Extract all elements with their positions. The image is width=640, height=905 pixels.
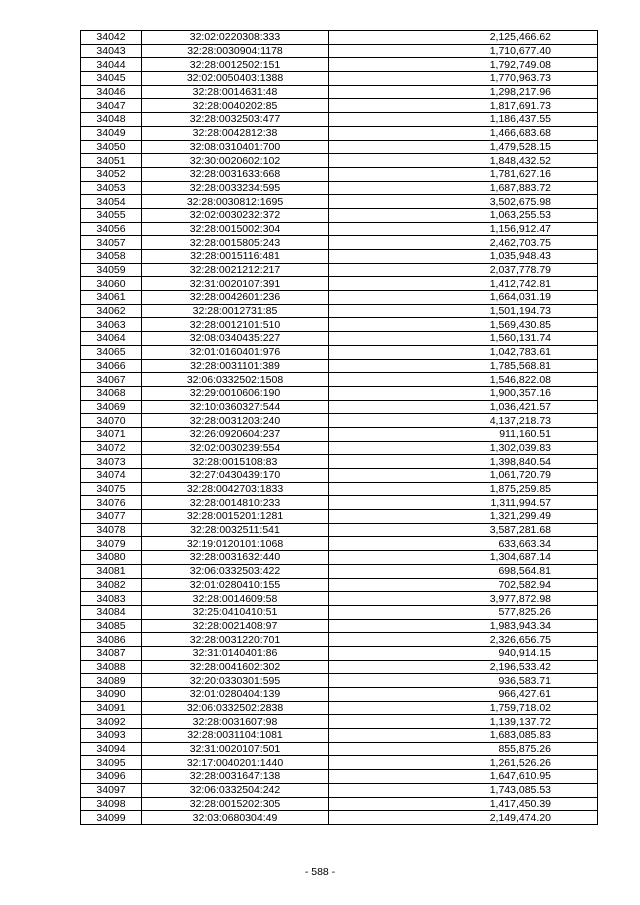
table-row <box>81 660 598 674</box>
cadastral-number-cell: 32:28:0040202:85 <box>142 99 329 113</box>
cadastral-value-cell: 1,875,259.85 <box>329 482 598 496</box>
cadastral-value-cell: 1,785,568.81 <box>329 359 598 373</box>
cadastral-number-cell: 32:28:0031104:1081 <box>142 729 329 743</box>
cadastral-value-cell: 1,311,994.57 <box>329 496 598 510</box>
table-row <box>81 537 598 551</box>
cadastral-number-cell: 32:28:0015108:83 <box>142 455 329 469</box>
row-number-cell: 34055 <box>81 208 142 222</box>
row-number-cell: 34083 <box>81 592 142 606</box>
table-row <box>81 181 598 195</box>
cadastral-value-cell: 1,664,031.19 <box>329 291 598 305</box>
row-number-cell: 34081 <box>81 564 142 578</box>
table-row <box>81 455 598 469</box>
cadastral-number-cell: 32:02:0030239:554 <box>142 441 329 455</box>
cadastral-number-cell: 32:28:0014810:233 <box>142 496 329 510</box>
cadastral-number-cell: 32:06:0332504:242 <box>142 783 329 797</box>
row-number-cell: 34045 <box>81 72 142 86</box>
cadastral-number-cell: 32:08:0340435:227 <box>142 332 329 346</box>
cadastral-number-cell: 32:29:0010606:190 <box>142 386 329 400</box>
row-number-cell: 34078 <box>81 523 142 537</box>
row-number-cell: 34090 <box>81 688 142 702</box>
cadastral-value-cell: 1,683,085.83 <box>329 729 598 743</box>
table-row <box>81 469 598 483</box>
cadastral-value-cell: 1,321,299.49 <box>329 510 598 524</box>
cadastral-value-cell: 1,743,085.53 <box>329 783 598 797</box>
cadastral-number-cell: 32:28:0041602:302 <box>142 660 329 674</box>
cadastral-number-cell: 32:31:0020107:501 <box>142 742 329 756</box>
cadastral-value-cell: 1,042,783.61 <box>329 345 598 359</box>
row-number-cell: 34070 <box>81 414 142 428</box>
cadastral-value-cell: 966,427.61 <box>329 688 598 702</box>
table-row <box>81 605 598 619</box>
cadastral-value-cell: 1,792,749.08 <box>329 58 598 72</box>
cadastral-number-cell: 32:03:0680304:49 <box>142 811 329 825</box>
cadastral-value-cell: 1,546,822.08 <box>329 373 598 387</box>
table-row <box>81 688 598 702</box>
cadastral-value-cell: 1,466,683.68 <box>329 126 598 140</box>
row-number-cell: 34091 <box>81 701 142 715</box>
table-row <box>81 701 598 715</box>
cadastral-number-cell: 32:28:0012502:151 <box>142 58 329 72</box>
cadastral-number-cell: 32:01:0280410:155 <box>142 578 329 592</box>
cadastral-number-cell: 32:28:0033234:595 <box>142 181 329 195</box>
row-number-cell: 34095 <box>81 756 142 770</box>
row-number-cell: 34051 <box>81 154 142 168</box>
cadastral-number-cell: 32:25:0410410:51 <box>142 605 329 619</box>
cadastral-value-cell: 1,759,718.02 <box>329 701 598 715</box>
table-row <box>81 742 598 756</box>
row-number-cell: 34061 <box>81 291 142 305</box>
table-row <box>81 222 598 236</box>
table-row <box>81 770 598 784</box>
cadastral-number-cell: 32:06:0332503:422 <box>142 564 329 578</box>
row-number-cell: 34052 <box>81 167 142 181</box>
cadastral-number-cell: 32:01:0160401:976 <box>142 345 329 359</box>
cadastral-value-cell: 3,587,281.68 <box>329 523 598 537</box>
table-row <box>81 195 598 209</box>
row-number-cell: 34082 <box>81 578 142 592</box>
row-number-cell: 34062 <box>81 304 142 318</box>
table-row <box>81 797 598 811</box>
cadastral-number-cell: 32:28:0012101:510 <box>142 318 329 332</box>
row-number-cell: 34066 <box>81 359 142 373</box>
cadastral-value-cell: 1,848,432.52 <box>329 154 598 168</box>
table-row <box>81 400 598 414</box>
row-number-cell: 34067 <box>81 373 142 387</box>
row-number-cell: 34088 <box>81 660 142 674</box>
cadastral-number-cell: 32:28:0042812:38 <box>142 126 329 140</box>
cadastral-value-cell: 1,560,131.74 <box>329 332 598 346</box>
row-number-cell: 34072 <box>81 441 142 455</box>
cadastral-value-cell: 1,781,627.16 <box>329 167 598 181</box>
cadastral-value-cell: 3,977,872.98 <box>329 592 598 606</box>
table-row <box>81 633 598 647</box>
table-row <box>81 811 598 825</box>
cadastral-number-cell: 32:28:0031632:440 <box>142 551 329 565</box>
table-row <box>81 332 598 346</box>
cadastral-number-cell: 32:28:0031220:701 <box>142 633 329 647</box>
table-row <box>81 167 598 181</box>
cadastral-number-cell: 32:06:0332502:1508 <box>142 373 329 387</box>
table-row <box>81 386 598 400</box>
table-body <box>81 31 598 825</box>
cadastral-number-cell: 32:28:0032511:541 <box>142 523 329 537</box>
table-row <box>81 564 598 578</box>
cadastral-number-cell: 32:31:0140401:86 <box>142 646 329 660</box>
cadastral-value-cell: 1,817,691.73 <box>329 99 598 113</box>
cadastral-value-cell: 702,582.94 <box>329 578 598 592</box>
cadastral-value-cell: 1,687,883.72 <box>329 181 598 195</box>
row-number-cell: 34053 <box>81 181 142 195</box>
table-row <box>81 304 598 318</box>
row-number-cell: 34044 <box>81 58 142 72</box>
row-number-cell: 34080 <box>81 551 142 565</box>
cadastral-number-cell: 32:28:0015805:243 <box>142 236 329 250</box>
cadastral-value-cell: 1,900,357.16 <box>329 386 598 400</box>
cadastral-number-cell: 32:10:0360327:544 <box>142 400 329 414</box>
cadastral-value-cell: 1,647,610.95 <box>329 770 598 784</box>
cadastral-value-cell: 1,186,437.55 <box>329 113 598 127</box>
row-number-cell: 34054 <box>81 195 142 209</box>
cadastral-value-cell: 1,063,255.53 <box>329 208 598 222</box>
table-row <box>81 646 598 660</box>
cadastral-value-cell: 1,139,137.72 <box>329 715 598 729</box>
cadastral-number-cell: 32:28:0042703:1833 <box>142 482 329 496</box>
table-row <box>81 126 598 140</box>
cadastral-value-cell: 2,037,778.79 <box>329 263 598 277</box>
cadastral-number-cell: 32:28:0014631:48 <box>142 85 329 99</box>
cadastral-value-cell: 940,914.15 <box>329 646 598 660</box>
row-number-cell: 34069 <box>81 400 142 414</box>
row-number-cell: 34065 <box>81 345 142 359</box>
cadastral-value-cell: 698,564.81 <box>329 564 598 578</box>
row-number-cell: 34086 <box>81 633 142 647</box>
cadastral-number-cell: 32:27:0430439:170 <box>142 469 329 483</box>
table-row <box>81 551 598 565</box>
row-number-cell: 34048 <box>81 113 142 127</box>
row-number-cell: 34087 <box>81 646 142 660</box>
cadastral-value-cell: 1,770,963.73 <box>329 72 598 86</box>
row-number-cell: 34073 <box>81 455 142 469</box>
cadastral-value-cell: 3,502,675.98 <box>329 195 598 209</box>
cadastral-value-cell: 1,156,912.47 <box>329 222 598 236</box>
row-number-cell: 34097 <box>81 783 142 797</box>
cadastral-number-cell: 32:17:0040201:1440 <box>142 756 329 770</box>
cadastral-number-cell: 32:28:0031101:389 <box>142 359 329 373</box>
cadastral-number-cell: 32:28:0014609:58 <box>142 592 329 606</box>
table-row <box>81 208 598 222</box>
cadastral-number-cell: 32:28:0015002:304 <box>142 222 329 236</box>
cadastral-number-cell: 32:28:0015116:481 <box>142 250 329 264</box>
row-number-cell: 34050 <box>81 140 142 154</box>
table-row <box>81 140 598 154</box>
table-row <box>81 510 598 524</box>
row-number-cell: 34047 <box>81 99 142 113</box>
cadastral-value-cell: 2,149,474.20 <box>329 811 598 825</box>
cadastral-number-cell: 32:28:0012731:85 <box>142 304 329 318</box>
table-row <box>81 578 598 592</box>
row-number-cell: 34043 <box>81 44 142 58</box>
cadastral-value-cell: 1,569,430.85 <box>329 318 598 332</box>
cadastral-value-cell: 1,983,943.34 <box>329 619 598 633</box>
cadastral-value-cell: 1,036,421.57 <box>329 400 598 414</box>
row-number-cell: 34084 <box>81 605 142 619</box>
row-number-cell: 34076 <box>81 496 142 510</box>
cadastral-value-cell: 2,196,533.42 <box>329 660 598 674</box>
table-row <box>81 619 598 633</box>
cadastral-value-cell: 1,710,677.40 <box>329 44 598 58</box>
table-row <box>81 592 598 606</box>
cadastral-number-cell: 32:19:0120101:1068 <box>142 537 329 551</box>
table-row <box>81 523 598 537</box>
row-number-cell: 34077 <box>81 510 142 524</box>
cadastral-value-cell: 1,261,526.26 <box>329 756 598 770</box>
table-row <box>81 291 598 305</box>
table-row <box>81 756 598 770</box>
row-number-cell: 34059 <box>81 263 142 277</box>
table-row <box>81 72 598 86</box>
row-number-cell: 34042 <box>81 31 142 45</box>
cadastral-number-cell: 32:28:0031647:138 <box>142 770 329 784</box>
row-number-cell: 34099 <box>81 811 142 825</box>
row-number-cell: 34056 <box>81 222 142 236</box>
cadastral-value-cell: 1,479,528.15 <box>329 140 598 154</box>
cadastral-value-cell: 1,417,450.39 <box>329 797 598 811</box>
cadastral-number-cell: 32:28:0021408:97 <box>142 619 329 633</box>
row-number-cell: 34071 <box>81 427 142 441</box>
table-row <box>81 414 598 428</box>
row-number-cell: 34079 <box>81 537 142 551</box>
table-row <box>81 345 598 359</box>
cadastral-value-cell: 1,298,217.96 <box>329 85 598 99</box>
table-row <box>81 58 598 72</box>
table-row <box>81 263 598 277</box>
table-row <box>81 236 598 250</box>
table-row <box>81 441 598 455</box>
cadastral-value-cell: 1,035,948.43 <box>329 250 598 264</box>
row-number-cell: 34074 <box>81 469 142 483</box>
table-row <box>81 99 598 113</box>
cadastral-number-cell: 32:28:0030812:1695 <box>142 195 329 209</box>
cadastral-value-cell: 911,160.51 <box>329 427 598 441</box>
row-number-cell: 34096 <box>81 770 142 784</box>
cadastral-value-cell: 1,412,742.81 <box>329 277 598 291</box>
row-number-cell: 34094 <box>81 742 142 756</box>
row-number-cell: 34049 <box>81 126 142 140</box>
table-row <box>81 496 598 510</box>
row-number-cell: 34092 <box>81 715 142 729</box>
cadastral-number-cell: 32:28:0030904:1178 <box>142 44 329 58</box>
table-row <box>81 359 598 373</box>
cadastral-value-cell: 4,137,218.73 <box>329 414 598 428</box>
page-number: - 588 - <box>304 866 336 878</box>
table-row <box>81 85 598 99</box>
table-row <box>81 250 598 264</box>
cadastral-number-cell: 32:01:0280404:139 <box>142 688 329 702</box>
cadastral-value-cell: 1,501,194.73 <box>329 304 598 318</box>
cadastral-number-cell: 32:26:0920604:237 <box>142 427 329 441</box>
table-row <box>81 427 598 441</box>
row-number-cell: 34085 <box>81 619 142 633</box>
cadastral-value-cell: 633,663.34 <box>329 537 598 551</box>
cadastral-number-cell: 32:28:0032503:477 <box>142 113 329 127</box>
cadastral-number-cell: 32:28:0031607:98 <box>142 715 329 729</box>
row-number-cell: 34098 <box>81 797 142 811</box>
cadastral-number-cell: 32:20:0330301:595 <box>142 674 329 688</box>
row-number-cell: 34057 <box>81 236 142 250</box>
cadastral-value-cell: 577,825.26 <box>329 605 598 619</box>
row-number-cell: 34068 <box>81 386 142 400</box>
table-row <box>81 31 598 45</box>
cadastral-number-cell: 32:28:0015201:1281 <box>142 510 329 524</box>
cadastral-value-table <box>80 30 598 825</box>
cadastral-number-cell: 32:30:0020602:102 <box>142 154 329 168</box>
cadastral-number-cell: 32:28:0031203:240 <box>142 414 329 428</box>
cadastral-value-cell: 2,462,703.75 <box>329 236 598 250</box>
cadastral-number-cell: 32:28:0015202:305 <box>142 797 329 811</box>
cadastral-number-cell: 32:28:0031633:668 <box>142 167 329 181</box>
table-row <box>81 154 598 168</box>
cadastral-value-cell: 1,061,720.79 <box>329 469 598 483</box>
table-row <box>81 113 598 127</box>
table-row <box>81 44 598 58</box>
cadastral-number-cell: 32:08:0310401:700 <box>142 140 329 154</box>
row-number-cell: 34058 <box>81 250 142 264</box>
cadastral-number-cell: 32:02:0220308:333 <box>142 31 329 45</box>
row-number-cell: 34093 <box>81 729 142 743</box>
table-row <box>81 277 598 291</box>
table-row <box>81 318 598 332</box>
cadastral-number-cell: 32:31:0020107:391 <box>142 277 329 291</box>
row-number-cell: 34046 <box>81 85 142 99</box>
cadastral-value-cell: 1,304,687.14 <box>329 551 598 565</box>
table-row <box>81 482 598 496</box>
row-number-cell: 34060 <box>81 277 142 291</box>
cadastral-number-cell: 32:28:0021212:217 <box>142 263 329 277</box>
table-row <box>81 674 598 688</box>
row-number-cell: 34075 <box>81 482 142 496</box>
cadastral-value-cell: 2,326,656.75 <box>329 633 598 647</box>
row-number-cell: 34064 <box>81 332 142 346</box>
cadastral-number-cell: 32:28:0042601:236 <box>142 291 329 305</box>
table-row <box>81 783 598 797</box>
row-number-cell: 34063 <box>81 318 142 332</box>
cadastral-value-cell: 1,398,840.54 <box>329 455 598 469</box>
row-number-cell: 34089 <box>81 674 142 688</box>
table-row <box>81 729 598 743</box>
cadastral-value-cell: 855,875.26 <box>329 742 598 756</box>
cadastral-value-cell: 2,125,466.62 <box>329 31 598 45</box>
table-row <box>81 715 598 729</box>
cadastral-number-cell: 32:06:0332502:2838 <box>142 701 329 715</box>
table-row <box>81 373 598 387</box>
cadastral-value-cell: 936,583.71 <box>329 674 598 688</box>
cadastral-number-cell: 32:02:0030232:372 <box>142 208 329 222</box>
cadastral-value-cell: 1,302,039.83 <box>329 441 598 455</box>
cadastral-number-cell: 32:02:0050403:1388 <box>142 72 329 86</box>
